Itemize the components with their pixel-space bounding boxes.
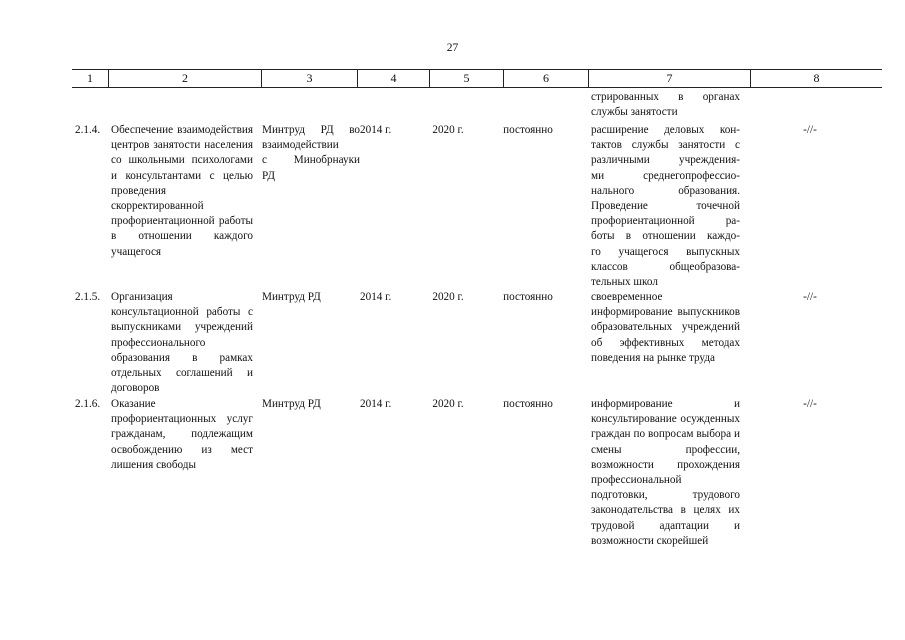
table-header: [72, 69, 882, 88]
column-header-4: 4: [357, 70, 429, 87]
row-number: 2.1.4.: [75, 124, 101, 136]
column-header-5: 5: [429, 70, 503, 87]
column-header-1: 1: [87, 71, 93, 85]
indicator: -//-: [803, 291, 817, 303]
column-header-8: 8: [750, 70, 882, 87]
column-header-6: 6: [503, 70, 588, 87]
executor: Минтруд РД: [262, 398, 321, 410]
column-header-7: 7: [588, 70, 750, 87]
start-year: 2014 г.: [360, 124, 392, 136]
executor: Минтруд РД: [262, 291, 321, 303]
indicator: -//-: [803, 398, 817, 410]
end-year: 2020 г.: [432, 124, 464, 136]
expected-result: своевременное информирование выпускников образовательных учреждений об эффективных методах поведения на рынке труда: [591, 291, 740, 364]
row-number: 2.1.6.: [75, 398, 101, 410]
periodicity: постоянно: [503, 124, 553, 136]
periodicity: постоянно: [503, 291, 553, 303]
column-header-3: 3: [261, 70, 357, 87]
column-header-2: 2: [108, 70, 261, 87]
indicator: -//-: [803, 124, 817, 136]
measure-name: Обеспечение взаимодействия центров занятости населения со школьными психологами и консультантами с целью проведения скорректированной профориентационной работы в отношении каждого учащегося: [111, 124, 253, 258]
end-year: 2020 г.: [432, 291, 464, 303]
executor: Минтруд РД во взаимодействии с Минобрнауки РД: [262, 124, 360, 182]
expected-result: информирование и консультирование осужденных граждан по вопросам выбора и смены профессии, возможности прохождения профессиональной подготовки, трудового законодательства в целях их трудовой адаптации и возможности скорейшей: [591, 398, 740, 547]
periodicity: постоянно: [503, 398, 553, 410]
measure-name: Оказание профориентационных услуг гражданам, подлежащим освобождению из мест лишения свободы: [111, 398, 253, 471]
row-number: 2.1.5.: [75, 291, 101, 303]
measure-name: Организация консультационной работы с выпускниками учреждений профессионального образования в рамках отдельных соглашений и договоров: [111, 291, 253, 395]
continuation-result: стрированных в органах службы занятости: [591, 91, 740, 119]
start-year: 2014 г.: [360, 291, 392, 303]
end-year: 2020 г.: [432, 398, 464, 410]
start-year: 2014 г.: [360, 398, 392, 410]
expected-result: расширение деловых кон- тактов службы занятости с различными учреждения- ми среднегопрофессио- нального образования. Проведение точечной профориентационной ра- боты в отношении каждо- го учащегося выпускных классов общеобразова- тельных школ: [591, 124, 740, 289]
page-number: 27: [446, 42, 459, 54]
